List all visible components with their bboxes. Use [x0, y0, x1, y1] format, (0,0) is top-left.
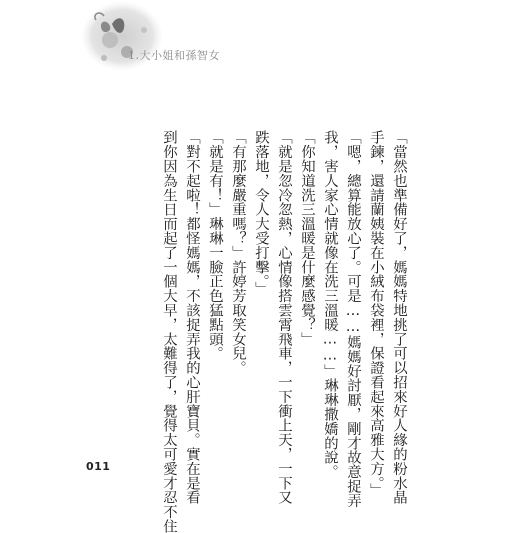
text-column: 「嗯，總算能放心了。可是……媽媽好討厭，剛才故意捉弄 — [345, 130, 361, 508]
text-column: 到你因為生日而起了一個大早，太難得了，覺得太可愛才忍不住 — [161, 130, 177, 533]
text-column: 「你知道洗三溫暖是什麼感覺？」 — [299, 130, 315, 346]
text-column: 我，害人家心情就像在洗三溫暖……」琳琳撒嬌的說。 — [322, 130, 338, 479]
text-column: 「有那麼嚴重嗎？」許婷芳取笑女兒。 — [230, 130, 246, 375]
chapter-title: 1.大小姐和孫智女 — [128, 49, 220, 62]
text-column: 「就是忽冷忽熱，心情像搭雲霄飛車，一下衝上天，一下又 — [276, 130, 292, 505]
page-number: 011 — [86, 460, 111, 473]
text-column: 「就是有！」琳琳一臉正色猛點頭。 — [207, 130, 223, 361]
text-column: 手鍊，還請蘭姨裝在小絨布袋裡，保證看起來高雅大方。」 — [368, 130, 384, 498]
text-column: 跌落地，令人大受打擊。」 — [253, 130, 269, 296]
text-column: 「當然也準備好了，媽媽特地挑了可以招來好人緣的粉水晶 — [391, 130, 407, 505]
text-column: 「對不起啦！都怪媽媽，不該捉弄我的心肝寶貝。實在是看 — [184, 130, 200, 505]
